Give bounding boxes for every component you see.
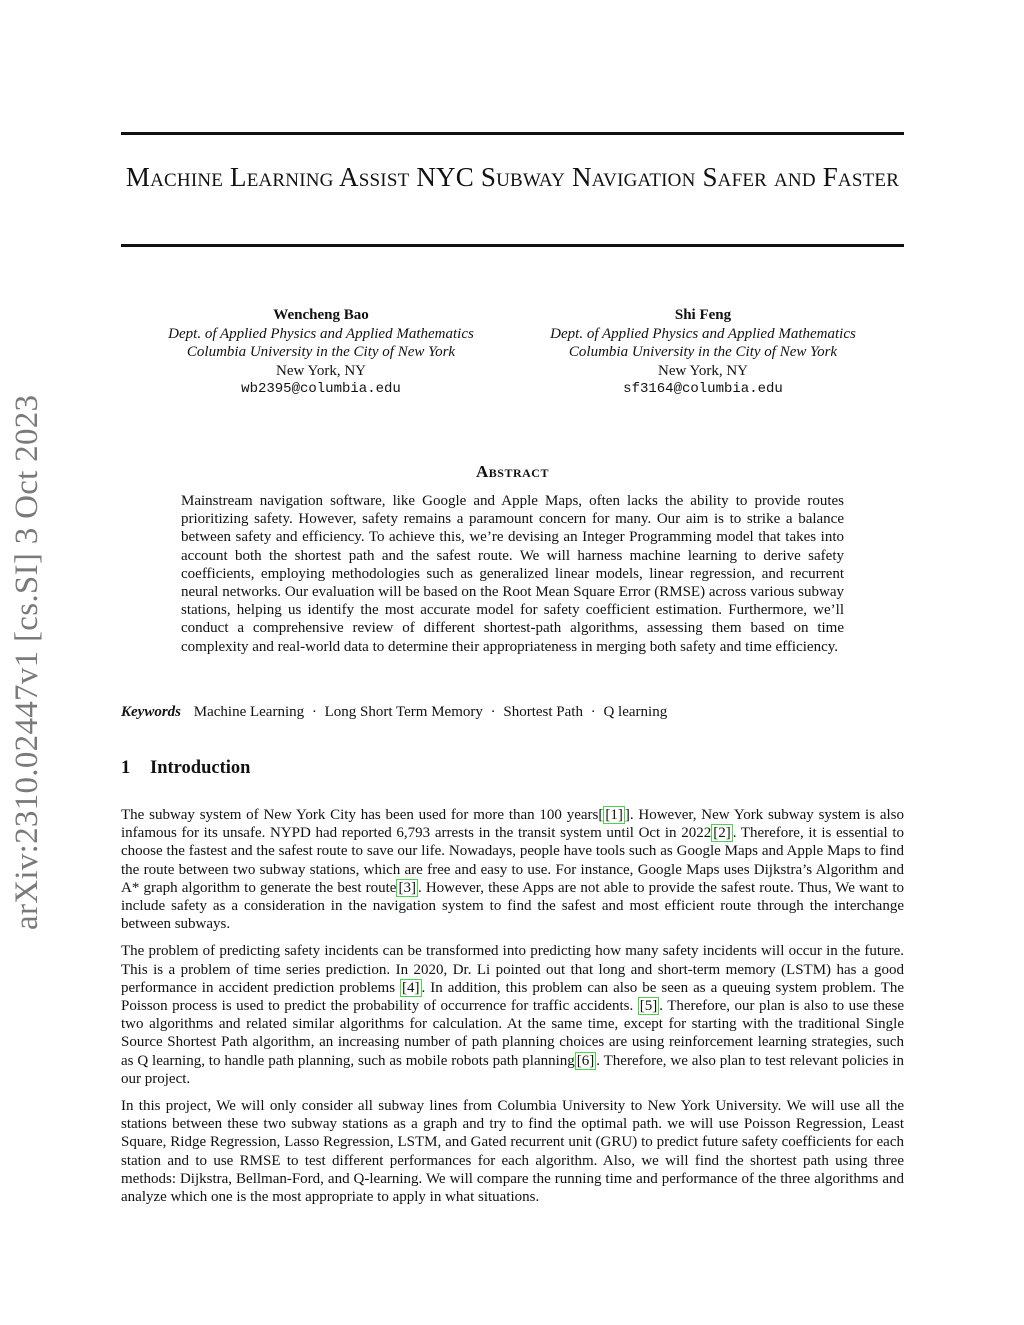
keyword-item: Machine Learning xyxy=(193,704,305,720)
author-email[interactable]: wb2395@columbia.edu xyxy=(241,381,401,397)
author-location: New York, NY xyxy=(275,362,366,379)
author-block-2 xyxy=(493,306,913,399)
citation-link[interactable]: [2] xyxy=(713,825,731,842)
paragraph-text: . Therefore, we also plan to test relevant policies in our project. xyxy=(121,1052,905,1087)
paragraph-text: ]. However, New York subway system is also infamous for its unsafe. NYPD had reported 6,793 arrests in the transit system until Oct in 2022 xyxy=(121,807,905,842)
paragraph xyxy=(121,1097,904,1206)
author-location: New York, NY xyxy=(657,362,748,379)
section-title: Introduction xyxy=(150,758,251,778)
author-email[interactable]: sf3164@columbia.edu xyxy=(623,381,783,397)
author-dept: Dept. of Applied Physics and Applied Mathematics xyxy=(550,325,856,342)
keyword-item: Long Short Term Memory xyxy=(324,704,483,720)
keyword-separator: · xyxy=(311,704,317,720)
paragraph-text: In this project, We will only consider all subway lines from Columbia University to New York University. We will use all the stations between these two subway stations as a graph and try to find the optimal path. we will use Poisson Regression, Least Square, Ridge Regression, Lasso Regression, LSTM, and Gated recurrent unit (GRU) to predict future safety coefficients for each station and to use RMSE to test different performances for each algorithm. Also, we will find the shortest path using three methods: Dijkstra, Bellman-Ford, and Q-learning. We will compare the running time and performance of the three algorithms and analyze which one is the most appropriate to apply in what situations. xyxy=(121,1098,904,1206)
section-number: 1 xyxy=(121,758,131,778)
paragraph-text: . Therefore, it is essential to choose the fastest and the safest route to save our life. Nowadays, people have tools such as Google Maps and Apple Maps to find the route between two subway stations, which are free and easy to use. For instance, Google Maps uses Dijkstra’s Algorithm and A* graph algorithm to generate the best route xyxy=(121,825,904,896)
abstract-heading: Abstract xyxy=(476,462,549,481)
paragraph-text: . In addition, this problem can also be seen as a queuing system problem. The Poisson process is used to predict the probability of occurrence for traffic accidents. xyxy=(121,979,904,1015)
author-block-1 xyxy=(111,306,531,399)
keyword-separator: · xyxy=(490,704,496,720)
abstract-text: Mainstream navigation software, like Google and Apple Maps, often lacks the ability to provide routes prioritizing safety. However, safety remains a paramount concern for many. Our aim is to strike a balance between safety and efficiency. To achieve this, we’re devising an Integer Programming model that takes into account both the shortest path and the safest route. We will harness machine learning to derive safety coefficients, employing methodologies such as generalized linear models, linear regression, and recurrent neural networks. Our evaluation will be based on the Root Mean Square Error (RMSE) across various subway stations, helping us identify the most accurate model for safety coefficient estimation. Furthermore, we’ll conduct a comprehensive review of different shortest-path algorithms, assessing them based on time complexity and real-world data to determine their appropriateness in merging both safety and time efficiency. xyxy=(181,493,844,655)
keywords-label: Keywords xyxy=(121,704,181,720)
author-university: Columbia University in the City of New York xyxy=(568,344,838,360)
paragraph-text: The subway system of New York City has been used for more than 100 years[ xyxy=(121,807,604,823)
citation-link[interactable]: [5] xyxy=(639,998,658,1015)
author-name: Shi Feng xyxy=(674,307,732,323)
citation-link[interactable]: [6] xyxy=(576,1052,595,1069)
paragraph-text: . However, these Apps are not able to provide the safest route. Thus, We want to include safety as a consideration in the navigation system to find the safest and most efficient route through the interchange between subways. xyxy=(121,879,904,933)
keyword-item: Shortest Path xyxy=(503,704,583,720)
arxiv-stamp: arXiv:2310.02447v1 [cs.SI] 3 Oct 2023 xyxy=(9,394,45,930)
author-university: Columbia University in the City of New York xyxy=(186,344,456,360)
title-top-rule xyxy=(121,132,904,135)
author-name: Wencheng Bao xyxy=(273,307,369,323)
paragraph-text: The problem of predicting safety incidents can be transformed into predicting how many safety incidents will occur in the future. This is a problem of time series prediction. In 2020, Dr. Li pointed out that long and short-term memory (LSTM) has a good performance in accident prediction problems xyxy=(121,943,904,996)
keywords-line xyxy=(121,703,904,721)
citation-link[interactable]: [4] xyxy=(402,979,420,996)
citation-link[interactable]: [3] xyxy=(398,879,416,896)
paragraph xyxy=(121,942,904,1088)
keyword-item: Q learning xyxy=(603,704,668,720)
citation-link[interactable]: [1] xyxy=(605,807,623,823)
paragraph-text: . Therefore, our plan is also to use these two algorithms and related similar algorithms for calculation. At the same time, except for starting with the traditional Single Source Shortest Path algorithm, an increasing number of path planning choices are using reinforcement learning strategies, such as Q learning, to handle path planning, such as mobile robots path planning xyxy=(121,998,904,1069)
section-heading xyxy=(121,758,904,779)
author-dept: Dept. of Applied Physics and Applied Mathematics xyxy=(168,325,474,342)
paper-title: Machine Learning Assist NYC Subway Navigation Safer and Faster xyxy=(125,162,900,192)
introduction-body xyxy=(121,806,904,1215)
paragraph xyxy=(121,806,904,933)
keyword-separator: · xyxy=(590,704,596,720)
title-bottom-rule xyxy=(121,244,904,247)
